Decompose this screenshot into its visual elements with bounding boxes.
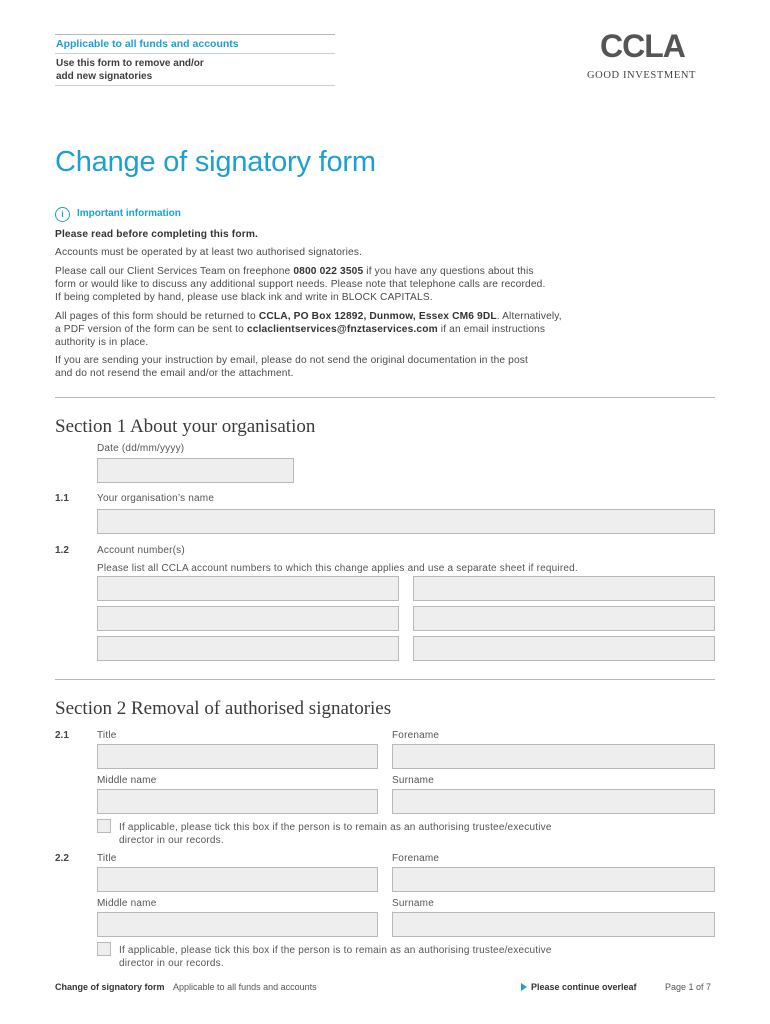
question-number-1-1: 1.1 bbox=[55, 493, 69, 504]
info-paragraph-3: All pages of this form should be returned to CCLA, PO Box 12892, Dunmow, Essex CM6 9DL. Alternatively, a PDF version of the form can be sent to cclaclientservices@fnztaservices.com if an email instructions authority is in place. bbox=[55, 311, 562, 348]
purpose-text bbox=[56, 57, 204, 83]
title-field[interactable] bbox=[97, 744, 378, 769]
account-number-field-4[interactable] bbox=[413, 606, 715, 631]
surname-field[interactable] bbox=[392, 789, 715, 814]
play-arrow-icon bbox=[521, 983, 527, 991]
organisation-name-label: Your organisation’s name bbox=[97, 493, 215, 504]
ccla-logo: CCLA bbox=[600, 28, 685, 64]
account-number-field-5[interactable] bbox=[97, 636, 399, 661]
account-numbers-label: Account number(s) bbox=[97, 545, 185, 556]
footer-applicable: Applicable to all funds and accounts bbox=[173, 982, 317, 992]
info-paragraph-2: Please call our Client Services Team on freephone 0800 022 3505 if you have any questions about this form or would like to discuss any additional support needs. Please note that telephone calls are recorded. If being completed by hand, please use black ink and write in BLOCK CAPITALS. bbox=[55, 266, 546, 303]
phone-number: 0800 022 3505 bbox=[293, 266, 364, 277]
surname-label: Surname bbox=[392, 898, 434, 909]
read-before-text: Please read before completing this form. bbox=[55, 229, 259, 240]
forename-field[interactable] bbox=[392, 867, 715, 892]
title-label: Title bbox=[97, 730, 117, 741]
middle-name-label: Middle name bbox=[97, 775, 157, 786]
header-mid-rule bbox=[55, 53, 335, 54]
account-number-field-1[interactable] bbox=[97, 576, 399, 601]
forename-field[interactable] bbox=[392, 744, 715, 769]
date-field[interactable] bbox=[97, 458, 294, 483]
footer-form-name: Change of signatory form bbox=[55, 982, 165, 992]
middle-name-field[interactable] bbox=[97, 789, 378, 814]
info-paragraph-4: If you are sending your instruction by email, please do not send the original documentation in the post and do not resend the email and/or the attachment. bbox=[55, 355, 529, 379]
forename-label: Forename bbox=[392, 853, 440, 864]
header-bottom-rule bbox=[55, 85, 335, 86]
remain-trustee-label: If applicable, please tick this box if the person is to remain as an authorising trustee/executive director in our records. bbox=[119, 822, 552, 846]
remain-trustee-checkbox[interactable] bbox=[97, 942, 111, 956]
account-number-field-2[interactable] bbox=[413, 576, 715, 601]
date-label: Date (dd/mm/yyyy) bbox=[97, 443, 185, 454]
page-title: Change of signatory form bbox=[55, 146, 376, 178]
middle-name-field[interactable] bbox=[97, 912, 378, 937]
section-divider-1 bbox=[55, 397, 715, 398]
question-number-2-2: 2.2 bbox=[55, 853, 69, 864]
middle-name-label: Middle name bbox=[97, 898, 157, 909]
applicable-text: Applicable to all funds and accounts bbox=[56, 38, 239, 50]
email-address[interactable]: cclaclientservices@fnztaservices.com bbox=[246, 324, 438, 335]
page-number: Page 1 of 7 bbox=[665, 982, 712, 992]
organisation-name-field[interactable] bbox=[97, 509, 715, 534]
title-label: Title bbox=[97, 853, 117, 864]
account-number-field-6[interactable] bbox=[413, 636, 715, 661]
question-number-1-2: 1.2 bbox=[55, 545, 69, 556]
question-number-2-1: 2.1 bbox=[55, 730, 69, 741]
title-field[interactable] bbox=[97, 867, 378, 892]
footer-left bbox=[55, 982, 317, 992]
section-1-title: Section 1 About your organisation bbox=[55, 416, 316, 437]
account-number-field-3[interactable] bbox=[97, 606, 399, 631]
header-top-rule bbox=[55, 34, 335, 35]
remain-trustee-checkbox[interactable] bbox=[97, 819, 111, 833]
purpose-line-1: Use this form to remove and/or bbox=[56, 58, 204, 69]
account-numbers-hint: Please list all CCLA account numbers to which this change applies and use a separate sheet if required. bbox=[97, 563, 578, 574]
remain-trustee-label: If applicable, please tick this box if the person is to remain as an authorising trustee/executive director in our records. bbox=[119, 945, 552, 969]
return-address: CCLA, PO Box 12892, Dunmow, Essex CM6 9DL bbox=[258, 311, 497, 322]
info-icon: i bbox=[55, 207, 70, 222]
section-divider-2 bbox=[55, 679, 715, 680]
forename-label: Forename bbox=[392, 730, 440, 741]
section-2-title: Section 2 Removal of authorised signatories bbox=[55, 698, 392, 719]
surname-label: Surname bbox=[392, 775, 434, 786]
surname-field[interactable] bbox=[392, 912, 715, 937]
info-paragraph-1: Accounts must be operated by at least two authorised signatories. bbox=[55, 247, 363, 258]
purpose-line-2: add new signatories bbox=[56, 71, 153, 82]
logo-tagline: GOOD INVESTMENT bbox=[587, 70, 697, 81]
important-info-heading: Important information bbox=[77, 208, 181, 219]
continue-overleaf: Please continue overleaf bbox=[521, 982, 637, 992]
